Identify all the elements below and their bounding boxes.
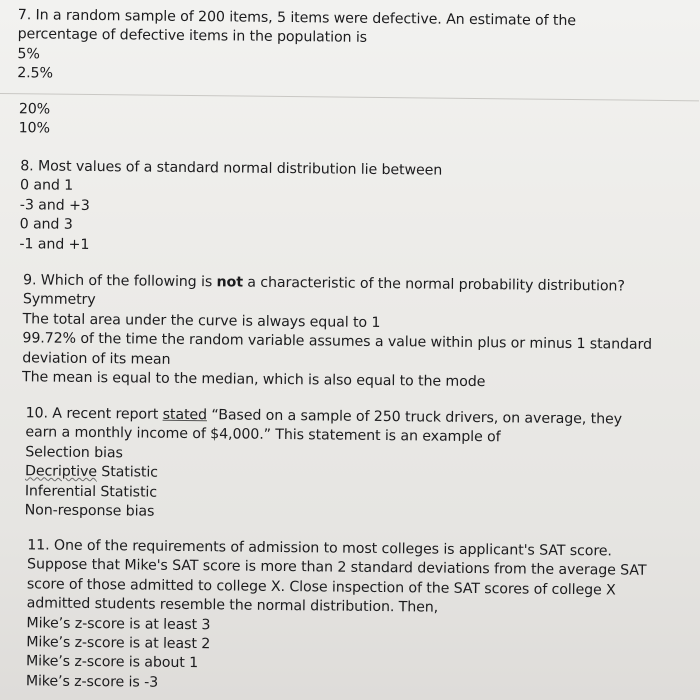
question-7-option-3: 20% xyxy=(18,101,51,118)
question-7 xyxy=(17,6,576,89)
question-11 xyxy=(26,536,647,698)
page-fold-divider xyxy=(0,93,699,101)
question-8-stem: 8. Most values of a standard normal distribution lie between xyxy=(20,158,443,179)
question-9-option-3-line-2: deviation of its mean xyxy=(22,349,171,368)
question-7-continued xyxy=(19,100,51,139)
question-8-option-2: -3 and +3 xyxy=(19,197,90,214)
question-10-stem-line-2: earn a monthly income of $4,000.” This statement is an example of xyxy=(25,424,501,446)
question-9-option-1: Symmetry xyxy=(22,291,96,309)
question-9-option-3-line-1: 99.72% of the time the random variable assumes a value within plus or minus 1 standard xyxy=(22,330,653,354)
question-9-option-4: The mean is equal to the median, which is also equal to the mode xyxy=(21,369,486,391)
question-7-stem-line-2: percentage of defective items in the population is xyxy=(17,26,368,47)
question-9 xyxy=(22,271,653,394)
question-8 xyxy=(19,157,442,258)
question-11-option-4: Mike’s z-score is -3 xyxy=(25,673,159,691)
question-11-option-2: Mike’s z-score is at least 2 xyxy=(26,634,211,653)
question-7-option-1: 5% xyxy=(17,45,40,63)
question-11-stem-line-4: admitted students resemble the normal distribution. Then, xyxy=(26,595,439,616)
question-10-stem-post: “Based on a sample of 250 truck drivers, on average, they xyxy=(206,407,623,428)
question-10-option-3: Inferential Statistic xyxy=(24,482,158,501)
question-10-option-4: Non-response bias xyxy=(24,502,155,520)
question-10-option-2-rest: Statistic xyxy=(96,464,158,481)
question-11-stem-line-2: Suppose that Mike's SAT score is more than 2 standard deviations from the average SAT xyxy=(27,556,647,580)
question-10-option-2-misspelled: Decriptive xyxy=(24,463,98,481)
question-11-option-3: Mike’s z-score is about 1 xyxy=(25,653,199,672)
question-11-stem-line-3: score of those admitted to college X. Close inspection of the SAT scores of college X xyxy=(26,576,616,599)
question-7-option-4: 10% xyxy=(18,120,50,137)
question-11-stem-line-1: 11. One of the requirements of admission to most colleges is applicant's SAT score. xyxy=(27,537,612,560)
question-7-stem-line-1: 7. In a random sample of 200 items, 5 items were defective. An estimate of the xyxy=(17,7,577,30)
question-8-option-1: 0 and 1 xyxy=(19,177,74,195)
question-10-stem-pre: 10. A recent report xyxy=(25,405,163,423)
question-9-option-2: The total area under the curve is always equal to 1 xyxy=(22,311,381,331)
question-7-option-2: 2.5% xyxy=(17,65,53,82)
question-10-option-1: Selection bias xyxy=(25,444,123,462)
question-9-stem-bold: not xyxy=(216,274,244,291)
question-11-option-1: Mike’s z-score is at least 3 xyxy=(26,614,211,633)
question-9-stem-pre: 9. Which of the following is xyxy=(22,272,217,291)
question-8-option-3: 0 and 3 xyxy=(19,216,73,233)
question-8-option-4: -1 and +1 xyxy=(19,235,90,253)
question-9-stem-post: a characteristic of the normal probability distribution? xyxy=(242,274,625,295)
question-10 xyxy=(25,404,622,527)
question-10-stem-underlined: stated xyxy=(162,406,208,424)
